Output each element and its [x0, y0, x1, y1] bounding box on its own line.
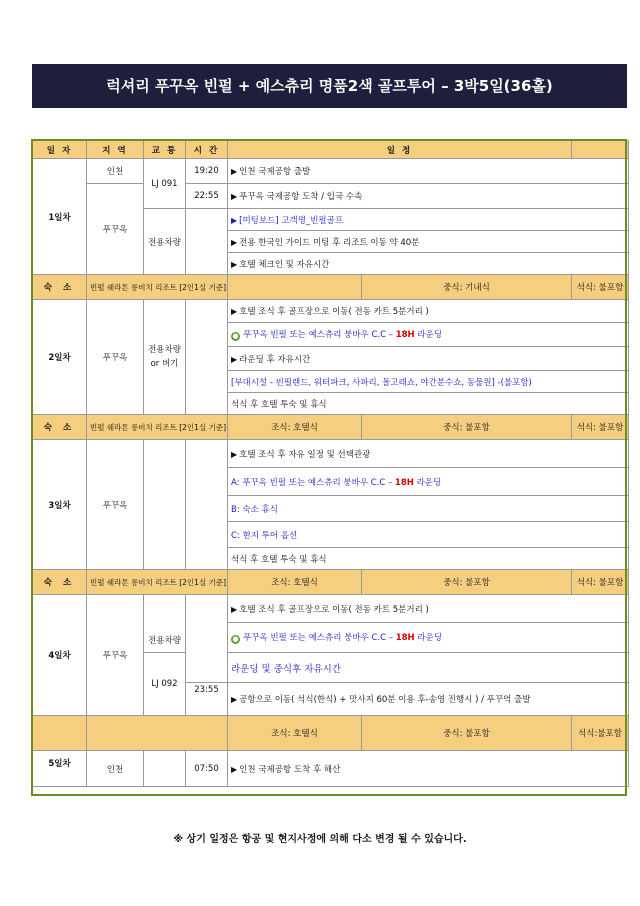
time-cell: 23:55: [186, 683, 228, 716]
day-label: 1일차: [33, 159, 87, 275]
arrow-icon: ▶: [231, 237, 238, 247]
meal-breakfast: 조식: 호텔식: [228, 415, 362, 440]
arrow-icon: ▶: [231, 604, 238, 614]
arrow-icon: ▶: [231, 215, 238, 225]
schedule-item: 석식 후 호텔 투숙 및 휴식: [228, 548, 629, 570]
stay-label: 숙 소: [33, 415, 87, 440]
meal-lunch: 중식: 기내식: [362, 275, 572, 300]
day-label: 4일차: [33, 595, 87, 716]
time-cell: 07:50: [186, 751, 228, 787]
hotel-name: 빈펄 쉐라톤 롱비치 리조트 [2인1실 기준]: [87, 275, 228, 300]
region-cell: 인천: [87, 159, 144, 184]
transport-cell: 전용차량: [144, 209, 186, 275]
meal-dinner: 석식:불포함: [572, 716, 629, 751]
arrow-icon: ▶: [231, 695, 238, 704]
schedule-item: ▶ 공항으로 이동( 석식(한식) + 맛사지 60분 이용 후-송영 진행시 ) / 푸꾸억 출발: [228, 683, 629, 716]
header-day: 일 자: [33, 141, 87, 159]
hotel-name: 빈펄 쉐라톤 롱비치 리조트 [2인1실 기준]: [87, 415, 228, 440]
stay-row: [33, 570, 629, 595]
transport-cell: 전용차량: [144, 595, 186, 653]
stay-label: 숙 소: [33, 275, 87, 300]
meal-dinner: 석식: 불포함: [572, 275, 629, 300]
header-schedule: 일 정: [228, 141, 572, 159]
table-row: [33, 595, 629, 623]
schedule-item: ▶ 라운딩 후 자유시간: [228, 347, 629, 371]
schedule-item: B: 숙소 휴식: [228, 496, 629, 522]
schedule-item: ▶ 호텔 조식 후 자유 일정 및 선택관광: [228, 440, 629, 468]
region-cell: 푸꾸옥: [87, 440, 144, 570]
transport-cell: 전용차량 or 버기: [144, 300, 186, 415]
meal-breakfast: 조식: 호텔식: [228, 716, 362, 751]
schedule-item: ▶ 호텔 조식 후 골프장으로 이동( 전동 카트 5분거리 ): [228, 300, 629, 323]
meal-lunch: 중식: 불포함: [362, 716, 572, 751]
golf-icon: ●: [232, 635, 239, 643]
schedule-item: C: 현지 투어 옵션: [228, 522, 629, 548]
schedule-item: ▶ [미팅보드] 고객명_빈펄골프: [228, 209, 629, 231]
arrow-icon: ▶: [231, 192, 238, 201]
table-header: [33, 141, 629, 159]
hotel-name: 빈펄 쉐라톤 롱비치 리조트 [2인1실 기준]: [87, 570, 228, 595]
table-row: [33, 751, 629, 787]
stay-row: [33, 275, 629, 300]
golf-icon: ●: [232, 332, 239, 340]
table-row: [33, 159, 629, 184]
stay-row: [33, 415, 629, 440]
day-label: 5일차: [33, 751, 87, 787]
arrow-icon: ▶: [231, 167, 238, 176]
schedule-item: ▶ 호텔 조식 후 골프장으로 이동( 전동 카트 5분거리 ): [228, 595, 629, 623]
region-cell: 푸꾸옥: [87, 300, 144, 415]
arrow-icon: ▶: [231, 354, 238, 364]
day-label: 2일차: [33, 300, 87, 415]
schedule-item: 석식 후 호텔 투숙 및 휴식: [228, 393, 629, 415]
time-cell: 19:20: [186, 159, 228, 184]
header-transport: 교 통: [144, 141, 186, 159]
schedule-item: A: 푸꾸옥 빈펄 또는 예스츄리 붕바우 C.C – 18H 라운딩: [228, 468, 629, 496]
schedule-item: ● 푸꾸옥 빈펄 또는 예스츄리 붕바우 C.C – 18H 라운딩: [228, 323, 629, 347]
table-row: [33, 300, 629, 323]
schedule-item: ▶ 인천 국제공항 출발: [228, 159, 629, 184]
arrow-icon: ▶: [231, 259, 238, 269]
time-cell: 22:55: [186, 184, 228, 209]
footnote: ※ 상기 일정은 항공 및 현지사정에 의해 다소 변경 될 수 있습니다.: [173, 834, 467, 845]
schedule-item: ▶ 전용 한국인 가이드 미팅 후 리조트 이동 약 40분: [228, 231, 629, 253]
schedule-item: 라운딩 및 중식후 자유시간: [228, 653, 629, 683]
schedule-table: [32, 140, 629, 787]
table-row: [33, 440, 629, 468]
region-cell: 인천: [87, 751, 144, 787]
day-label: 3일차: [33, 440, 87, 570]
table-row: [33, 184, 629, 209]
page-title: 럭셔리 푸꾸옥 빈펄 + 예스츄리 명품2색 골프투어 – 3박5일(36홀): [32, 64, 627, 108]
region-cell: 푸꾸옥: [87, 184, 144, 275]
schedule-item: ▶ 인천 국제공항 도착 후 해산: [228, 751, 629, 787]
stay-row: [33, 716, 629, 751]
meal-dinner: 석식: 불포함: [572, 415, 629, 440]
schedule-item: ▶ 푸꾸옥 국제공항 도착 / 입국 수속: [228, 184, 629, 209]
flight-cell: LJ 091: [144, 159, 186, 209]
schedule-item: ▶ 호텔 체크인 및 자유시간: [228, 253, 629, 275]
schedule-item: [부대시설 - 빈펄랜드, 워터파크, 사파리, 돌고래쇼, 야간분수쇼, 동물원] -(불포함): [228, 371, 629, 393]
stay-label: 숙 소: [33, 570, 87, 595]
arrow-icon: ▶: [231, 307, 238, 316]
schedule-item: ● 푸꾸옥 빈펄 또는 예스츄리 붕바우 C.C – 18H 라운딩: [228, 623, 629, 653]
header-region: 지 역: [87, 141, 144, 159]
arrow-icon: ▶: [231, 449, 238, 459]
header-time: 시 간: [186, 141, 228, 159]
flight-cell: LJ 092: [144, 653, 186, 716]
meal-lunch: 중식: 불포함: [362, 570, 572, 595]
arrow-icon: ▶: [231, 764, 238, 774]
meal-lunch: 중식: 불포함: [362, 415, 572, 440]
meal-breakfast: 조식: 호텔식: [228, 570, 362, 595]
region-cell: 푸꾸옥: [87, 595, 144, 716]
meal-dinner: 석식: 불포함: [572, 570, 629, 595]
